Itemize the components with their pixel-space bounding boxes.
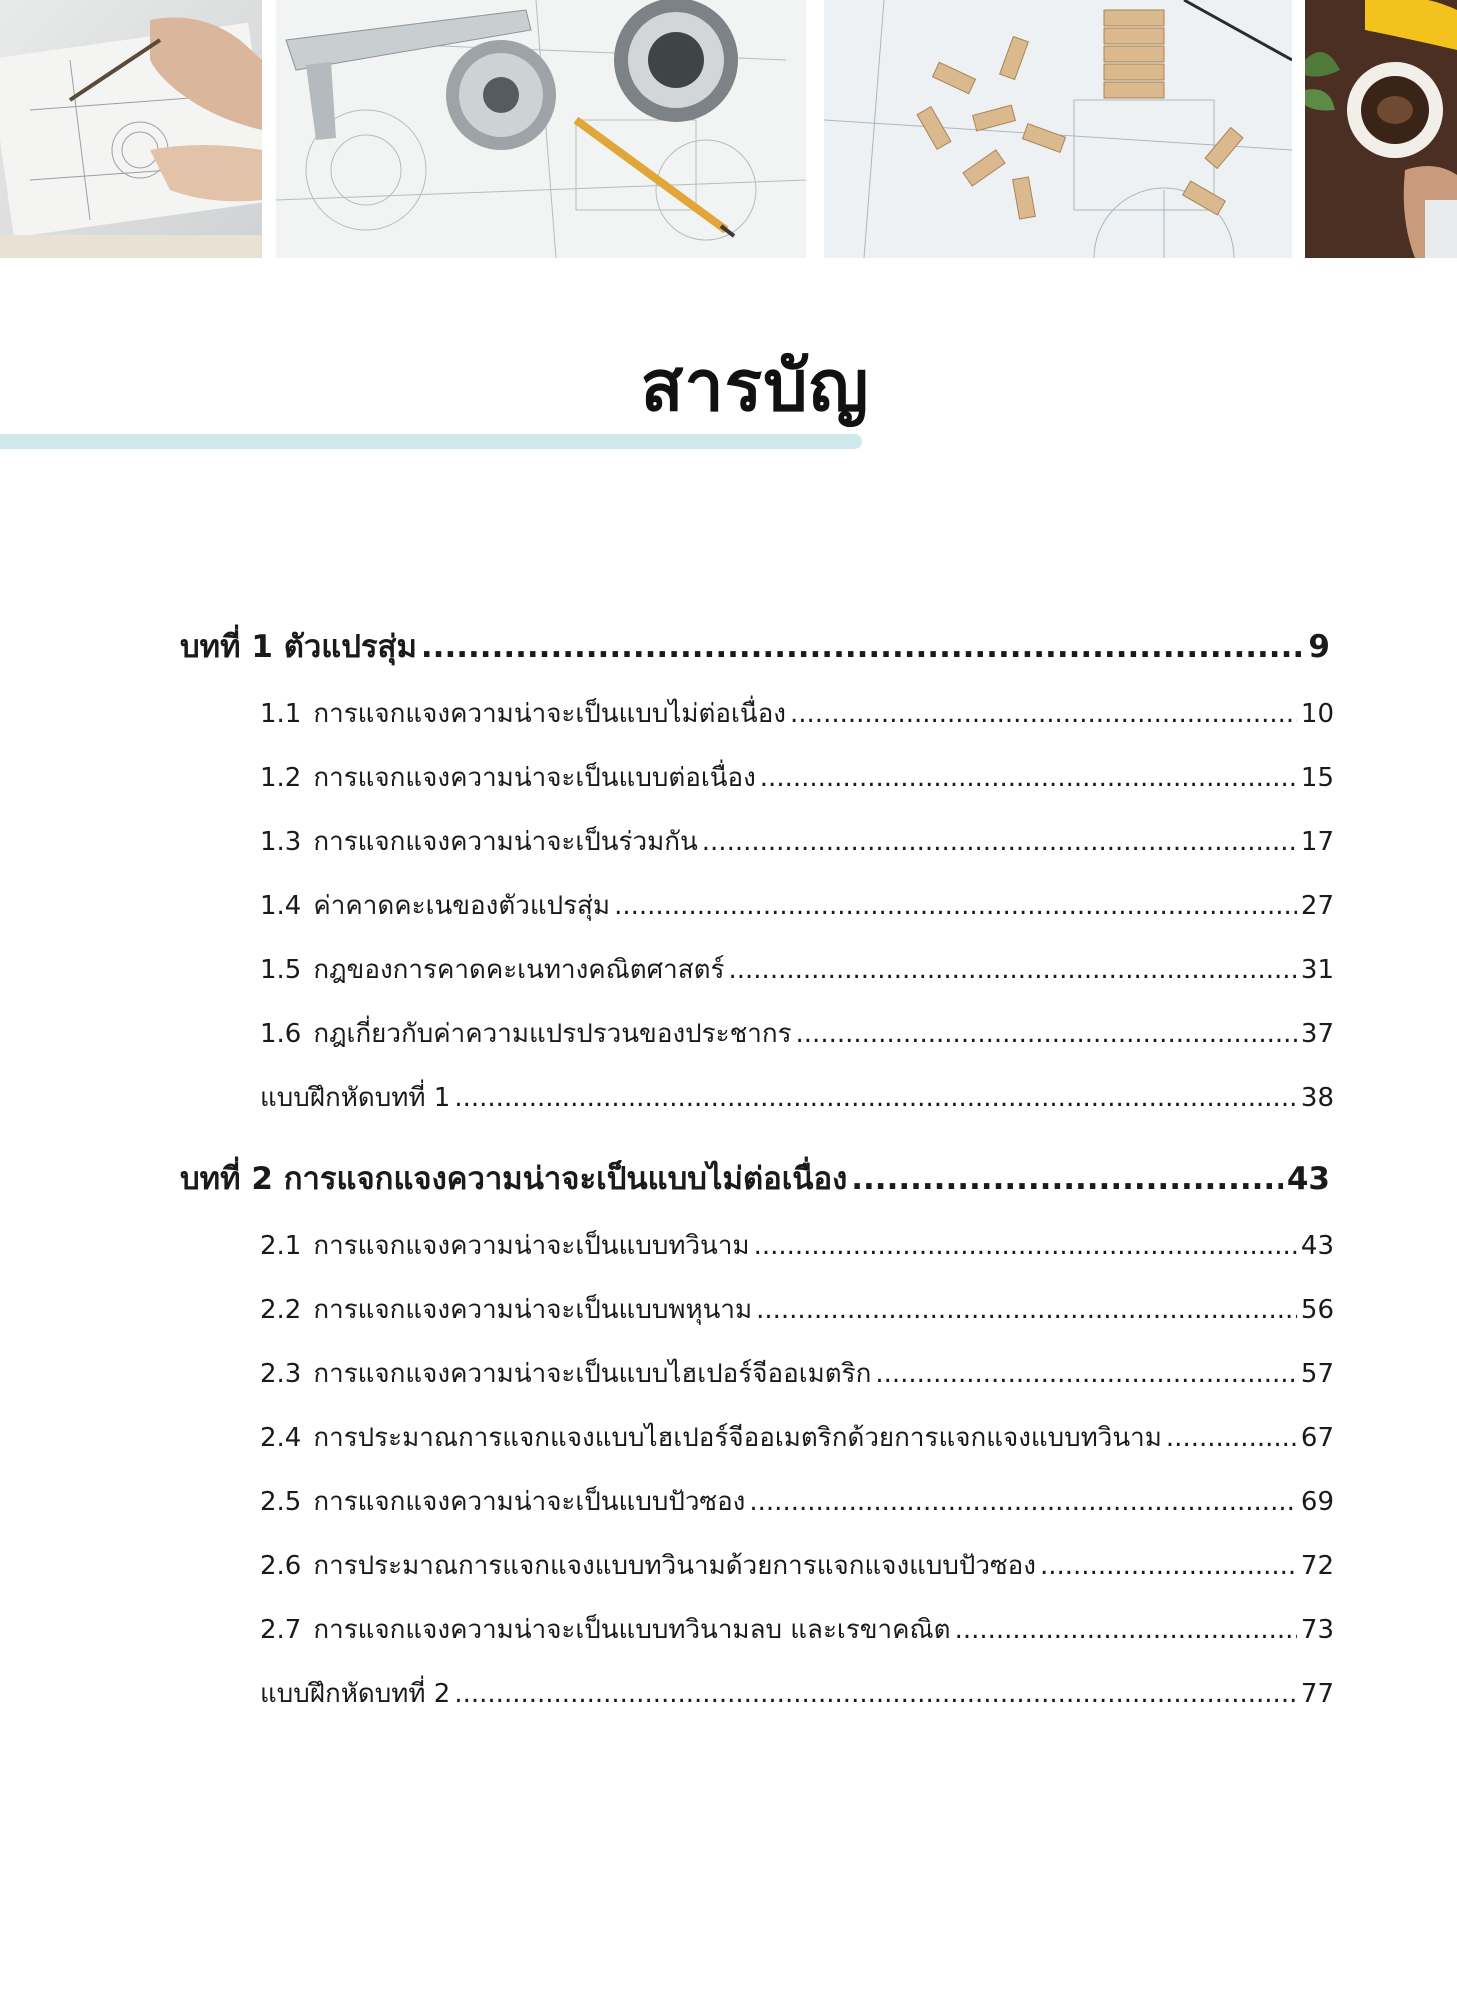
toc-section-2-1[interactable]	[260, 1214, 1334, 1278]
section-number: 1.2	[260, 763, 302, 793]
page-number: 72	[1300, 1551, 1334, 1581]
section-title: การประมาณการแจกแจงแบบไฮเปอร์จีออเมตริกด้วยการแจกแจงแบบทวินาม	[313, 1423, 1162, 1453]
page-number: 10	[1300, 699, 1334, 729]
section-title: การแจกแจงความน่าจะเป็นแบบปัวซอง	[313, 1487, 746, 1517]
dot-leader	[756, 1278, 1297, 1342]
toc-section-2-5[interactable]	[260, 1470, 1334, 1534]
dot-leader	[1040, 1534, 1297, 1598]
section-title: การแจกแจงความน่าจะเป็นแบบไฮเปอร์จีออเมตริก	[313, 1359, 872, 1389]
wooden-blocks-photo	[824, 0, 1292, 258]
table-of-contents	[180, 612, 1334, 1726]
toc-exercises-2[interactable]	[260, 1662, 1334, 1726]
page-number: 37	[1300, 1019, 1334, 1049]
toc-exercises-1[interactable]	[260, 1066, 1334, 1130]
page-number: 43	[1286, 1161, 1330, 1197]
dot-leader	[1166, 1406, 1297, 1470]
chapter-label: บทที่ 1 ตัวแปรสุ่ม	[180, 629, 417, 665]
dot-leader	[796, 1002, 1297, 1066]
wooden-blocks-illustration	[824, 0, 1292, 258]
drawing-hand-illustration	[0, 0, 262, 258]
calipers-gears-photo	[276, 0, 806, 258]
section-number: 1.6	[260, 1019, 302, 1049]
section-number: 1.3	[260, 827, 302, 857]
toc-chapter-2[interactable]	[180, 1144, 1330, 1214]
page-number: 67	[1300, 1423, 1334, 1453]
dot-leader	[454, 1066, 1297, 1130]
section-number: 2.2	[260, 1295, 302, 1325]
page-title: สารบัญ	[640, 345, 870, 427]
page-number: 17	[1300, 827, 1334, 857]
section-number: 2.5	[260, 1487, 302, 1517]
toc-section-1-3[interactable]	[260, 810, 1334, 874]
toc-section-1-6[interactable]	[260, 1002, 1334, 1066]
section-number: 1.1	[260, 699, 302, 729]
coffee-hardhat-photo	[1305, 0, 1457, 258]
section-title: แบบฝึกหัดบทที่ 2	[260, 1679, 451, 1709]
section-number: 2.4	[260, 1423, 302, 1453]
dot-leader	[955, 1598, 1297, 1662]
section-title: กฎของการคาดคะเนทางคณิตศาสตร์	[313, 955, 725, 985]
dot-leader	[454, 1662, 1297, 1726]
page-number: 15	[1300, 763, 1334, 793]
section-number: 2.6	[260, 1551, 302, 1581]
page-number: 9	[1308, 629, 1330, 665]
section-number: 2.1	[260, 1231, 302, 1261]
page-number: 43	[1300, 1231, 1334, 1261]
dot-leader	[702, 810, 1297, 874]
section-number: 1.4	[260, 891, 302, 921]
calipers-gears-illustration	[276, 0, 806, 258]
dot-leader	[421, 612, 1305, 682]
section-number: 2.3	[260, 1359, 302, 1389]
toc-chapter-1[interactable]	[180, 612, 1330, 682]
section-title: การแจกแจงความน่าจะเป็นแบบทวินาม	[313, 1231, 750, 1261]
section-number: 2.7	[260, 1615, 302, 1645]
page-number: 31	[1300, 955, 1334, 985]
toc-section-2-2[interactable]	[260, 1278, 1334, 1342]
title-underline-bar	[0, 434, 862, 449]
page-number: 38	[1300, 1083, 1334, 1113]
chapter-spacer	[180, 1130, 1330, 1144]
toc-section-1-1[interactable]	[260, 682, 1334, 746]
toc-section-1-5[interactable]	[260, 938, 1334, 1002]
section-title: การแจกแจงความน่าจะเป็นแบบไม่ต่อเนื่อง	[313, 699, 787, 729]
page-number: 57	[1300, 1359, 1334, 1389]
toc-section-1-4[interactable]	[260, 874, 1334, 938]
section-title: การแจกแจงความน่าจะเป็นแบบทวินามลบ และเรขาคณิต	[313, 1615, 951, 1645]
dot-leader	[749, 1470, 1297, 1534]
drawing-hand-photo	[0, 0, 262, 258]
chapter-label: บทที่ 2 การแจกแจงความน่าจะเป็นแบบไม่ต่อเนื่อง	[180, 1161, 848, 1197]
section-title: กฎเกี่ยวกับค่าความแปรปรวนของประชากร	[313, 1019, 792, 1049]
toc-section-2-4[interactable]	[260, 1406, 1334, 1470]
dot-leader	[790, 682, 1297, 746]
dot-leader	[754, 1214, 1297, 1278]
section-title: การแจกแจงความน่าจะเป็นแบบพหุนาม	[313, 1295, 753, 1325]
page-number: 56	[1300, 1295, 1334, 1325]
section-title: การแจกแจงความน่าจะเป็นร่วมกัน	[313, 827, 698, 857]
coffee-hardhat-illustration	[1305, 0, 1457, 258]
toc-section-2-7[interactable]	[260, 1598, 1334, 1662]
page-number: 69	[1300, 1487, 1334, 1517]
section-title: ค่าคาดคะเนของตัวแปรสุ่ม	[313, 891, 611, 921]
dot-leader	[760, 746, 1297, 810]
toc-section-1-2[interactable]	[260, 746, 1334, 810]
section-title: การประมาณการแจกแจงแบบทวินามด้วยการแจกแจงแบบปัวซอง	[313, 1551, 1036, 1581]
dot-leader	[729, 938, 1297, 1002]
dot-leader	[614, 874, 1297, 938]
section-title: แบบฝึกหัดบทที่ 1	[260, 1083, 451, 1113]
page-number: 77	[1300, 1679, 1334, 1709]
page-number: 73	[1300, 1615, 1334, 1645]
section-title: การแจกแจงความน่าจะเป็นแบบต่อเนื่อง	[313, 763, 756, 793]
toc-section-2-3[interactable]	[260, 1342, 1334, 1406]
page-number: 27	[1300, 891, 1334, 921]
section-number: 1.5	[260, 955, 302, 985]
dot-leader	[875, 1342, 1297, 1406]
toc-section-2-6[interactable]	[260, 1534, 1334, 1598]
dot-leader	[851, 1144, 1283, 1214]
